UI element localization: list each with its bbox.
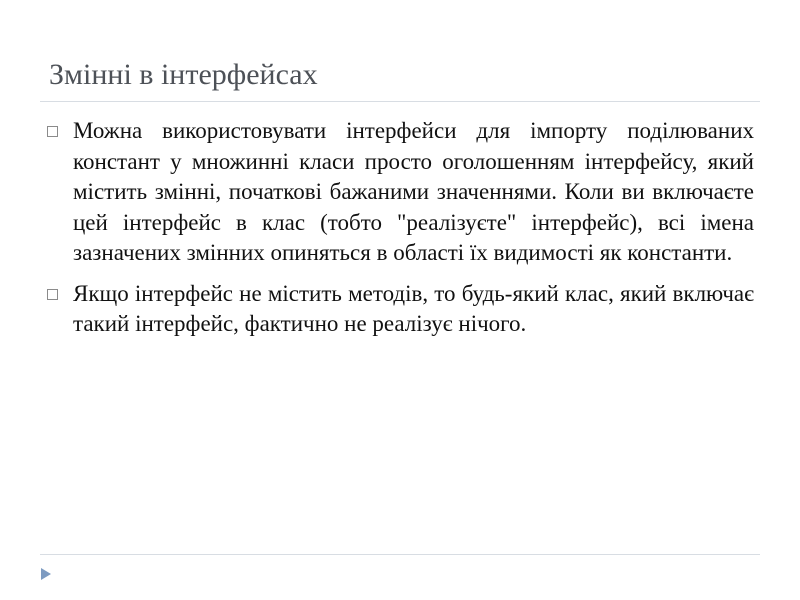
bullet-item [73,279,754,340]
square-bullet-icon [47,126,58,137]
bullet-text: Можна використовувати інтерфейси для імпорту поділюваних констант у множинні класи просто оголошенням інтерфейсу, який містить змінні, початкові бажаними значеннями. Коли ви включаєте цей інтерфейс в клас (тобто "реалізуєте" інтерфейс), всі імена зазначених змінних опиняться в області їх видимості як константи. [73,118,754,265]
footer-divider [40,554,760,555]
title-divider [40,101,760,102]
square-bullet-icon [47,289,58,300]
bullet-text: Якщо інтерфейс не містить методів, то будь-який клас, який включає такий інтерфейс, фактично не реалізує нічого. [73,280,754,336]
triangle-right-icon[interactable] [41,568,51,580]
bullet-item [73,116,754,269]
page-title: Змінні в інтерфейсах [49,58,318,91]
slide-body [0,116,800,350]
